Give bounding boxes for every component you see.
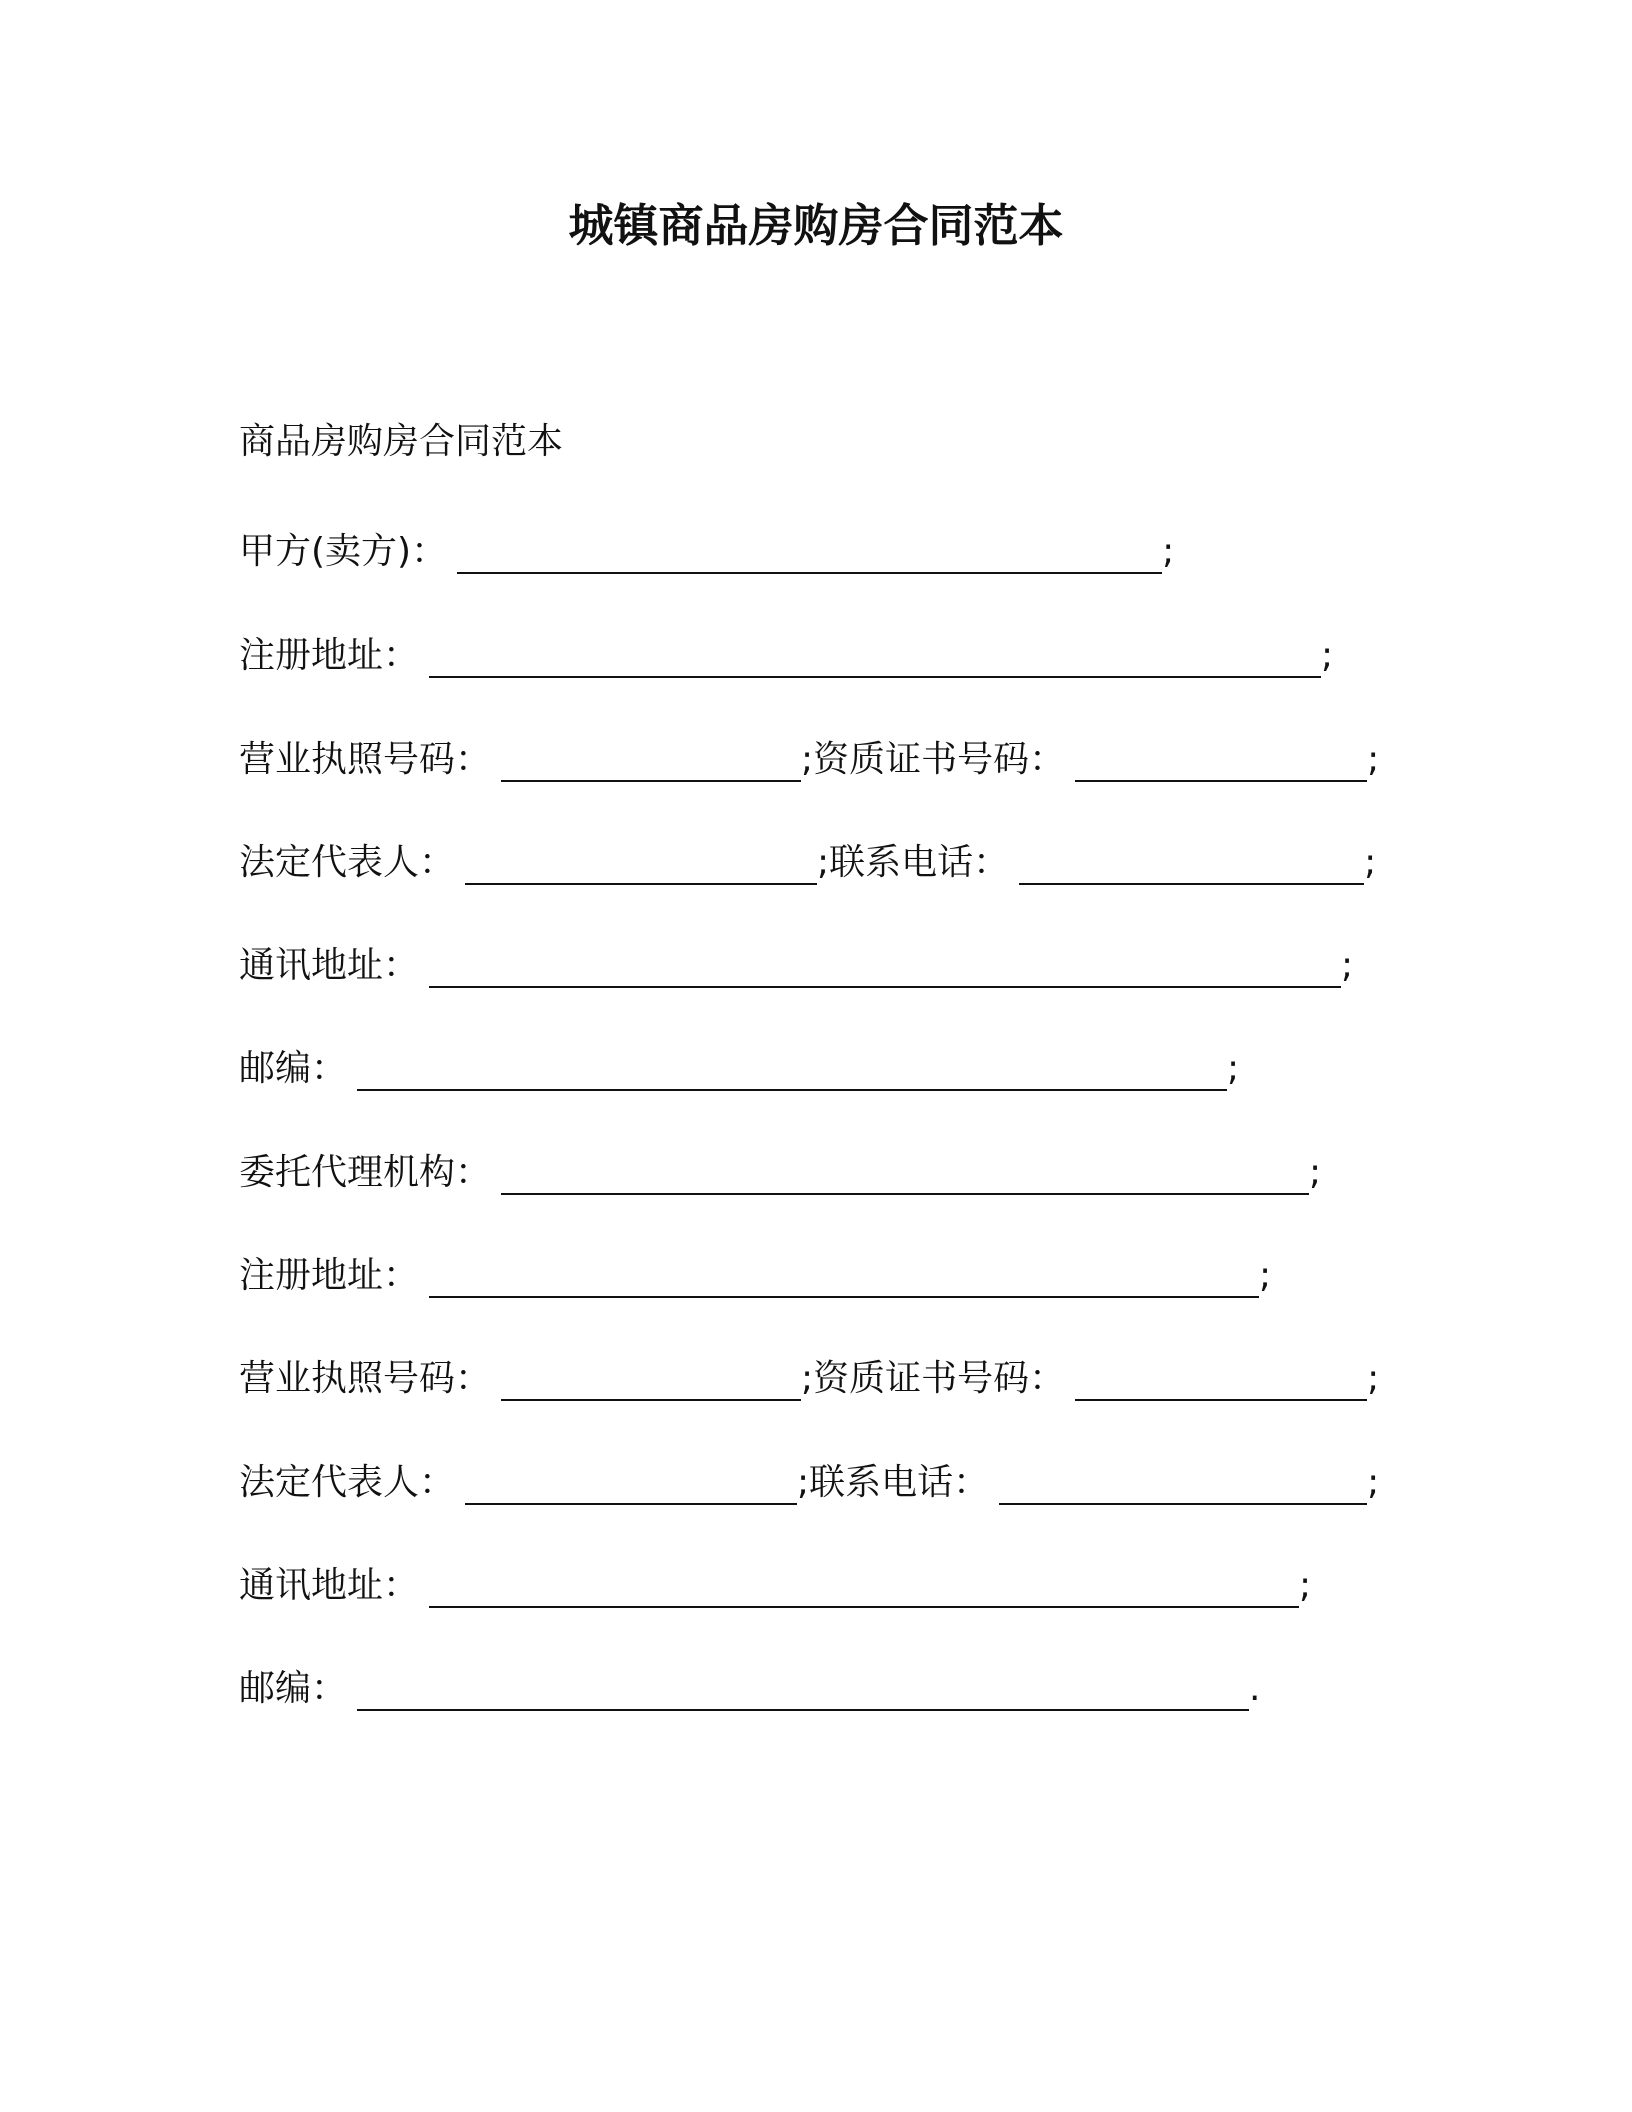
seller-legal-rep-label: 法定代表人： [239,842,456,883]
seller-phone-blank[interactable] [1019,839,1364,885]
agent-license-blank[interactable] [501,1355,801,1401]
seller-party-row [239,527,1174,577]
seller-reg-address-row [239,631,1333,681]
agent-license-end: ; [801,1358,814,1399]
seller-party-label: 甲方(卖方)： [239,531,448,572]
agent-mail-address-row [239,1561,1311,1611]
seller-postcode-row [239,1044,1239,1094]
agent-mail-address-end: ; [1299,1565,1312,1606]
seller-postcode-end: ; [1227,1048,1240,1089]
seller-legal-rep-row [239,838,1376,888]
agent-qualification-label: 资质证书号码： [813,1358,1066,1399]
agent-postcode-label: 邮编： [239,1668,348,1709]
seller-phone-end: ; [1364,842,1377,883]
seller-reg-address-blank[interactable] [429,632,1321,678]
agent-legal-rep-row [239,1458,1379,1508]
agent-phone-blank[interactable] [999,1459,1367,1505]
agent-license-row [239,1354,1379,1404]
agent-qualification-blank[interactable] [1075,1355,1367,1401]
seller-mail-address-label: 通讯地址： [239,945,420,986]
seller-license-end: ; [801,739,814,780]
seller-legal-rep-end: ; [817,842,830,883]
seller-mail-address-blank[interactable] [429,942,1341,988]
seller-party-end: ; [1162,531,1175,572]
document-title: 城镇商品房购房合同范本 [568,199,1064,252]
seller-postcode-blank[interactable] [357,1045,1227,1091]
agent-qualification-end: ; [1367,1358,1380,1399]
agent-mail-address-label: 通讯地址： [239,1565,420,1606]
agent-reg-address-row [239,1251,1271,1301]
agent-reg-address-blank[interactable] [429,1252,1259,1298]
agency-end: ; [1309,1152,1322,1193]
seller-qualification-end: ; [1367,739,1380,780]
agent-legal-rep-blank[interactable] [465,1459,797,1505]
agent-legal-rep-label: 法定代表人： [239,1462,456,1503]
agency-label: 委托代理机构： [239,1152,492,1193]
seller-license-label: 营业执照号码： [239,739,492,780]
seller-qualification-blank[interactable] [1075,736,1367,782]
seller-reg-address-end: ; [1321,635,1334,676]
agent-reg-address-label: 注册地址： [239,1255,420,1296]
document-subtitle: 商品房购房合同范本 [239,421,564,462]
agency-row [239,1148,1321,1198]
agent-postcode-end: . [1249,1668,1261,1709]
agent-legal-rep-end: ; [797,1462,810,1503]
seller-mail-address-end: ; [1341,945,1354,986]
seller-reg-address-label: 注册地址： [239,635,420,676]
seller-phone-label: 联系电话： [829,842,1010,883]
agent-postcode-blank[interactable] [357,1665,1249,1711]
agency-blank[interactable] [501,1149,1309,1195]
agent-phone-label: 联系电话： [809,1462,990,1503]
agent-postcode-row [239,1664,1260,1714]
seller-license-row [239,735,1379,785]
agent-reg-address-end: ; [1259,1255,1272,1296]
seller-party-blank[interactable] [457,528,1162,574]
seller-license-blank[interactable] [501,736,801,782]
agent-mail-address-blank[interactable] [429,1562,1299,1608]
seller-legal-rep-blank[interactable] [465,839,817,885]
seller-mail-address-row [239,941,1353,991]
seller-postcode-label: 邮编： [239,1048,348,1089]
agent-phone-end: ; [1367,1462,1380,1503]
agent-license-label: 营业执照号码： [239,1358,492,1399]
seller-qualification-label: 资质证书号码： [813,739,1066,780]
